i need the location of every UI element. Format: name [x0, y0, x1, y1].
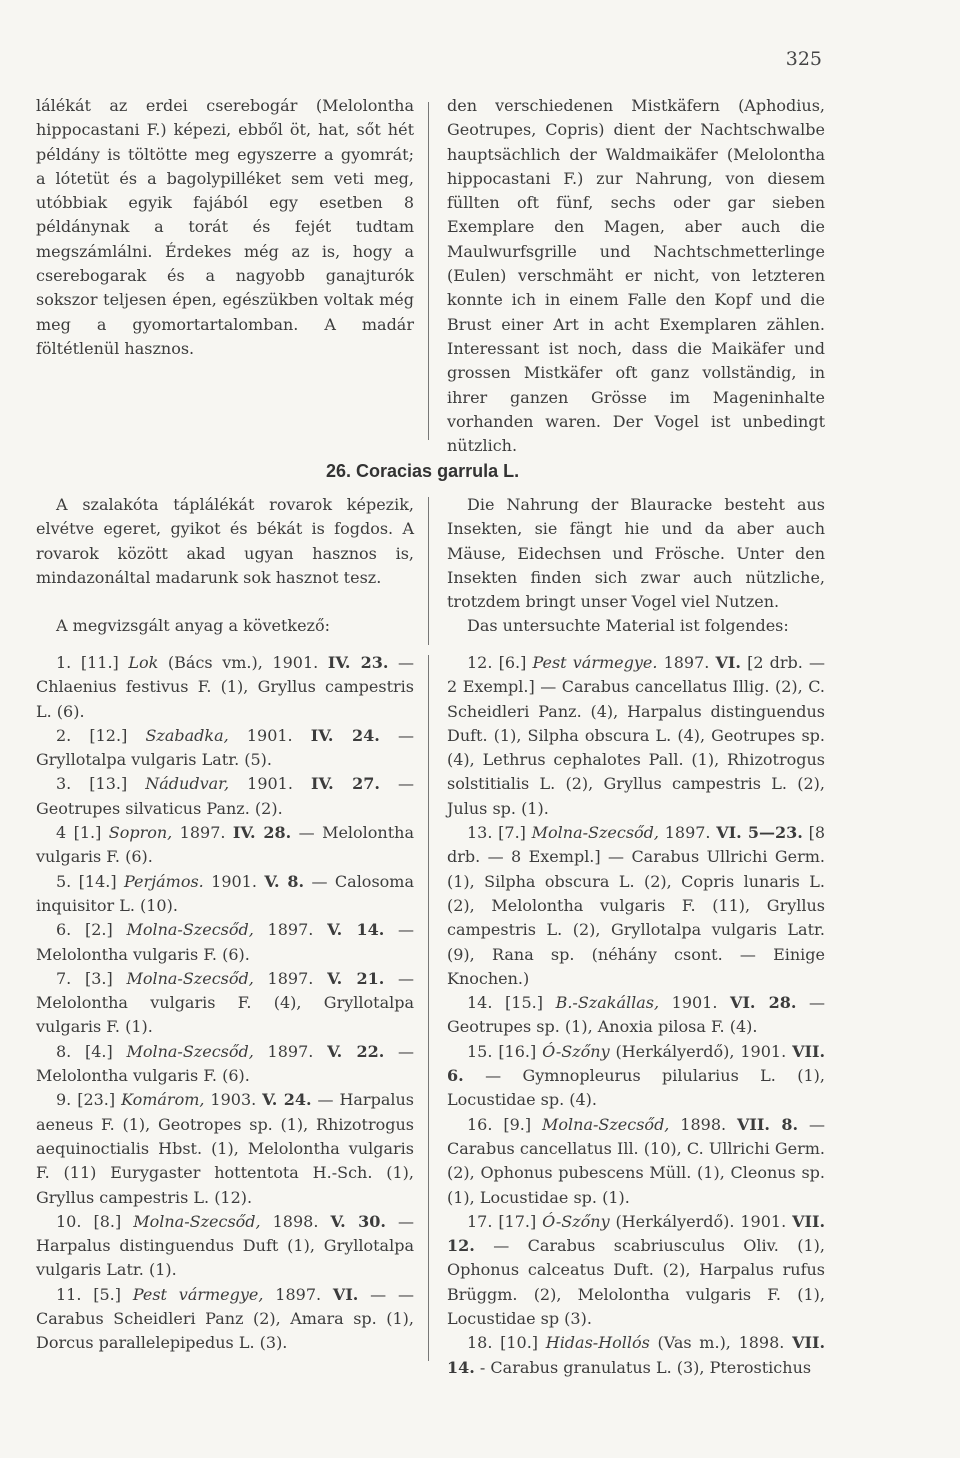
entry-mid: (Vas m.), 1898.	[649, 1333, 793, 1353]
entry-date: VI.	[332, 1284, 359, 1304]
column-divider	[428, 655, 429, 1361]
entry-date: VI. 28.	[730, 993, 797, 1013]
entry-mid: 1897.	[263, 1284, 333, 1304]
specimen-entry	[447, 1210, 825, 1331]
entry-post: — Gryllotalpa vulgaris Latr. (5).	[36, 725, 414, 770]
specimen-entry	[447, 991, 825, 1040]
entry-pre: 17. [17.]	[467, 1211, 543, 1231]
paragraph: Das untersuchte Material ist folgendes:	[467, 616, 789, 636]
entry-loc: B.-Szakállas,	[555, 993, 660, 1013]
entry-post: — Harpalus aeneus F. (1), Geotropes sp. (1), Rhizotrogus aequinoctialis Hbst. (1), Melolontha vulgaris F. (11) Eurygaster hottentota H.-Sch. (1), Gryllus campestris L. (12).	[36, 1090, 414, 1207]
entry-loc: Molna-Szecsőd,	[133, 1211, 261, 1231]
entry-mid: 1897.	[253, 920, 328, 940]
entry-mid: 1898.	[669, 1114, 738, 1134]
entry-post: — Harpalus distinguendus Duft (1), Gryllotalpa vulgaris Latr. (1).	[36, 1211, 414, 1280]
entry-post: [8 drb. — 8 Exempl.] — Carabus Ullrichi Germ. (1), Silpha obscura L. (2), Copris lunaris L. (2), Melolontha vulgaris F. (11), Gryllus campestris L. (2), Gryllotalpa vulgaris Latr. (9), Rana sp. (néhány csont. — Einige Knochen.)	[447, 823, 826, 988]
right-column-top-text	[447, 94, 825, 458]
entry-mid: (Herkályerdő). 1901.	[609, 1211, 793, 1231]
entry-post: [2 drb. — 2 Exempl.] — Carabus cancellatus Illig. (2), C. Scheidleri Panz. (4), Harpalus distinguendus Duft. (1), Silpha obscura L. (4), Geotrupes sp. (4), Lethrus cephalotes Pall. (1), Rhizotrogus solstitialis L. (2), Gryllus campestris L. (2), Julus sp. (1).	[447, 653, 825, 818]
entry-pre: 18. [10.]	[467, 1333, 546, 1353]
specimen-entry	[36, 651, 414, 724]
entry-loc: Ó-Szőny	[542, 1041, 610, 1061]
entry-loc: Molna-Szecsőd,	[126, 920, 254, 940]
entry-loc: Sopron,	[108, 823, 173, 843]
paragraph: lálékát az erdei cserebogár (Melolontha hippocastani F.) képezi, ebből öt, hat, sőt hét példány is töltötte meg egyszerre a gyomrát; a lótetüt és a bagolypilléket sem veti meg, utóbbiak egyik fajából egy esetben 8 példánynak a torát és fejét tudtam megszámlálni. Érdekes még az is, hogy a cserebogarak és a nagyobb ganajturók sokszor teljesen épen, egészükben voltak még meg a gyomortartalomban. A madár föltétlenül hasznos.	[36, 96, 414, 358]
entry-loc: Komárom,	[121, 1090, 205, 1110]
entry-date: VII. 14.	[447, 1333, 826, 1377]
entry-date: IV. 23.	[327, 653, 389, 672]
paragraph: A megvizsgált anyag a következő:	[56, 616, 330, 636]
entry-mid: 1897.	[253, 1041, 328, 1061]
entry-post: - Carabus granulatus L. (3), Pterostichus	[474, 1357, 812, 1377]
entry-loc: Szabadka,	[145, 725, 229, 745]
entry-loc: Hidas-Hollós	[545, 1333, 650, 1353]
entry-pre: 8. [4.]	[56, 1041, 127, 1061]
entry-date: IV. 28.	[232, 823, 292, 843]
column-divider	[428, 497, 429, 645]
specimen-entry	[36, 918, 414, 967]
specimen-entry	[36, 724, 414, 773]
paragraph: Die Nahrung der Blauracke besteht aus Insekten, sie fängt hie und da aber auch Mäuse, Eidechsen und Frösche. Unter den Insekten finden sich zwar auch nützliche, trotzdem bringt unser Vogel viel Nutzen.	[447, 495, 825, 612]
entry-loc: Pest vármegye.	[532, 653, 658, 672]
entry-post: — Melolontha vulgaris F. (6).	[36, 823, 414, 867]
specimen-entry	[36, 1210, 414, 1283]
left-intro	[36, 493, 414, 638]
entry-loc: Molna-Szecsőd,	[126, 1041, 254, 1061]
entry-pre: 15. [16.]	[467, 1041, 543, 1061]
heading-left: 26. Coracias	[326, 461, 433, 481]
specimen-entry	[36, 967, 414, 1040]
entry-loc: Molna-Szecsőd,	[126, 968, 254, 988]
specimen-entry	[36, 1088, 414, 1209]
entry-date: V. 8.	[264, 871, 305, 891]
specimen-entry	[36, 772, 414, 821]
right-intro	[447, 493, 825, 639]
specimen-entry	[447, 1113, 825, 1210]
entry-post: — Calosoma inquisitor L. (10).	[36, 871, 414, 915]
entry-date: VII. 6.	[447, 1041, 826, 1086]
entry-post: — Melolontha vulgaris F. (6).	[36, 920, 415, 964]
entry-loc: Molna-Szecsőd,	[542, 1114, 670, 1134]
specimen-entry	[36, 870, 414, 919]
entry-post: — Chlaenius festivus F. (1), Gryllus campestris L. (6).	[36, 653, 415, 721]
entry-date: IV. 24.	[310, 725, 380, 745]
entry-mid: (Herkályerdő), 1901.	[609, 1041, 793, 1061]
specimen-entry	[447, 1040, 825, 1113]
entry-date: VII. 8.	[737, 1114, 799, 1134]
entry-post: — — Carabus Scheidleri Panz (2), Amara sp. (1), Dorcus parallelepipedus L. (3).	[36, 1284, 414, 1353]
specimen-entry	[447, 1331, 825, 1380]
entry-date: VI.	[715, 653, 741, 672]
heading-right: garrula L.	[437, 461, 520, 481]
specimen-entry	[36, 1040, 414, 1089]
entry-pre: 10. [8.]	[56, 1211, 134, 1231]
entry-pre: 6. [2.]	[56, 920, 127, 940]
entry-date: V. 21.	[327, 968, 385, 988]
entry-mid: 1901.	[659, 993, 731, 1013]
entry-pre: 13. [7.]	[467, 823, 532, 843]
entry-loc: Pest vármegye,	[132, 1284, 264, 1304]
entry-loc: Ó-Szőny	[542, 1211, 610, 1231]
left-column-top-text	[36, 94, 414, 361]
specimen-entry	[447, 651, 825, 821]
entry-date: V. 14.	[327, 920, 385, 940]
entry-loc: Lok	[128, 653, 159, 672]
entry-mid: 1898.	[260, 1211, 331, 1231]
specimen-entry	[36, 821, 414, 870]
entry-post: — Melolontha vulgaris F. (4), Gryllotalpa vulgaris F. (1).	[36, 968, 415, 1037]
specimen-entry	[447, 821, 825, 991]
right-entries-list	[447, 651, 825, 1380]
entry-pre: 1. [11.]	[56, 653, 129, 672]
entry-mid: 1897.	[657, 653, 716, 672]
entry-pre: 4 [1.]	[56, 823, 109, 843]
entry-pre: 2. [12.]	[56, 725, 146, 745]
entry-loc: Molna-Szecsőd,	[531, 823, 659, 843]
entry-date: VII. 12.	[447, 1211, 826, 1256]
entry-date: VI. 5—23.	[716, 823, 803, 843]
entry-pre: 14. [15.]	[467, 993, 556, 1013]
entry-date: V. 24.	[262, 1090, 312, 1110]
entry-date: IV. 27.	[310, 774, 380, 794]
entry-post: — Geotrupes sp. (1), Anoxia pilosa F. (4).	[447, 993, 826, 1037]
entry-pre: 3. [13.]	[56, 774, 146, 794]
entry-mid: 1897.	[253, 968, 328, 988]
entry-pre: 7. [3.]	[56, 968, 127, 988]
entry-mid: 1897.	[172, 823, 233, 843]
entry-date: V. 30.	[330, 1211, 386, 1231]
entry-post: — Gymnopleurus pilularius L. (1), Locustidae sp. (4).	[447, 1066, 825, 1110]
entry-mid: 1901.	[228, 725, 311, 745]
entry-pre: 11. [5.]	[56, 1284, 133, 1304]
entry-mid: 1901.	[203, 871, 265, 891]
paragraph: den verschiedenen Mistkäfern (Aphodius, Geotrupes, Copris) dient der Nachtschwalbe hauptsächlich der Waldmaikäfer (Melolontha hippocastani F.) zur Nahrung, von diesem füllten oft fünf, sechs oder gar sieben Exemplare den Magen, aber auch die Maulwurfsgrille und Nachtschmetterlinge (Eulen) verschmäht er nicht, von letzteren konnte ich in einem Falle den Kopf und die Brust einer Art in acht Exemplaren zählen. Interessant ist noch, dass die Maikäfer und grossen Mistkäfer oft ganz vollständig, in ihrer ganzen Grösse im Mageninhalte vorhanden waren. Der Vogel ist unbedingt nützlich.	[447, 96, 825, 456]
paragraph: A szalakóta táplálékát rovarok képezik, elvétve egeret, gyikot és békát is fogdos. A rovarok között akad ugyan hasznos is, mindazonáltal madarunk sok hasznot tesz.	[36, 495, 414, 587]
entry-post: — Carabus cancellatus Ill. (10), C. Ullrichi Germ. (2), Ophonus pubescens Müll. (1), Cleonus sp. (1), Locustidae sp. (1).	[447, 1114, 825, 1207]
left-entries-list	[36, 651, 414, 1356]
entry-pre: 5. [14.]	[56, 871, 124, 891]
entry-mid: 1901.	[229, 774, 311, 794]
entry-mid: 1897.	[659, 823, 717, 843]
entry-post: — Carabus scabriusculus Oliv. (1), Ophonus calceatus Duft. (2), Harpalus rufus Brüggm. (2), Melolontha vulgaris F. (1), Locustidae sp (3).	[447, 1236, 825, 1329]
entry-pre: 12. [6.]	[467, 653, 533, 672]
entry-post: — Geotrupes silvaticus Panz. (2).	[36, 774, 414, 818]
column-divider	[428, 102, 429, 440]
page-number: 325	[785, 48, 822, 70]
entry-mid: 1903.	[204, 1090, 263, 1110]
entry-mid: (Bács vm.), 1901.	[158, 653, 328, 672]
entry-loc: Perjámos.	[123, 871, 204, 891]
entry-loc: Nádudvar,	[145, 774, 230, 794]
entry-post: — Melolontha vulgaris F. (6).	[36, 1041, 415, 1086]
specimen-entry	[36, 1283, 414, 1356]
entry-pre: 16. [9.]	[467, 1114, 543, 1134]
entry-pre: 9. [23.]	[56, 1090, 122, 1110]
entry-date: V. 22.	[327, 1041, 385, 1061]
